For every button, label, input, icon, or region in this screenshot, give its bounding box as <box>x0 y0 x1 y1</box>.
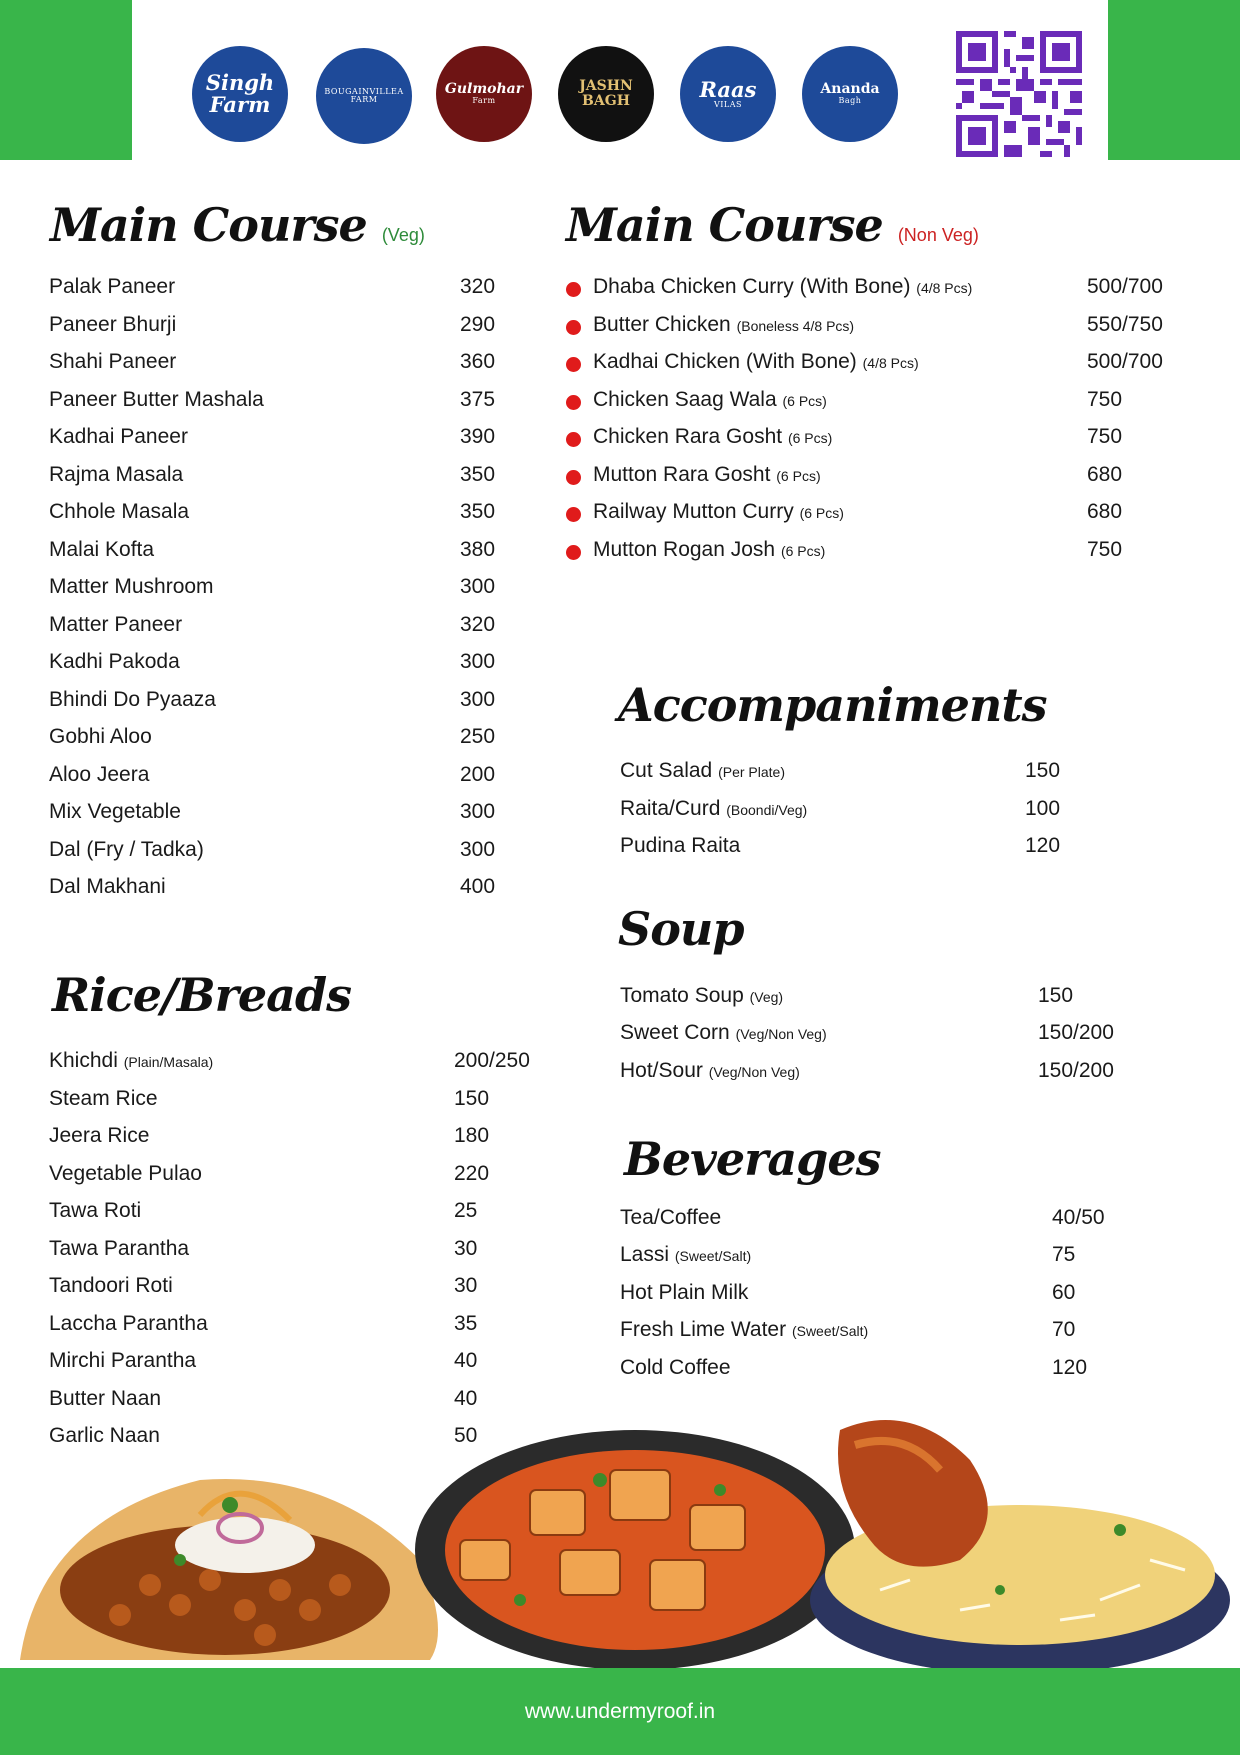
bougainvillea-farm-logo: BOUGAINVILLEA FARM <box>314 46 414 146</box>
nonveg-main-course-heading: Main Course (Non Veg) <box>566 198 979 252</box>
menu-item: Gobhi Aloo 250 <box>49 725 496 748</box>
nonveg-dot-icon <box>566 432 581 447</box>
menu-item: Vegetable Pulao 220 <box>49 1162 490 1185</box>
menu-item: Tomato Soup (Veg) 150 <box>620 984 1074 1007</box>
menu-item: Kadhai Paneer 390 <box>49 425 496 448</box>
menu-item: Pudina Raita 120 <box>620 834 1061 857</box>
menu-item: Aloo Jeera 200 <box>49 763 496 786</box>
menu-item: Kadhai Chicken (With Bone) (4/8 Pcs) 500/700 <box>566 350 1186 386</box>
menu-item: Hot Plain Milk 60 <box>620 1281 1076 1304</box>
menu-item: Chhole Masala 350 <box>49 500 496 523</box>
menu-item: Fresh Lime Water (Sweet/Salt) 70 <box>620 1318 1076 1341</box>
nonveg-dot-icon <box>566 357 581 372</box>
menu-item: Malai Kofta 380 <box>49 538 496 561</box>
menu-item: Shahi Paneer 360 <box>49 350 496 373</box>
menu-item: Garlic Naan 50 <box>49 1424 478 1447</box>
menu-item: Khichdi (Plain/Masala) 200/250 <box>49 1049 530 1072</box>
menu-item: Mix Vegetable 300 <box>49 800 496 823</box>
veg-label: (Veg) <box>381 225 425 245</box>
menu-item: Raita/Curd (Boondi/Veg) 100 <box>620 797 1061 820</box>
nonveg-dot-icon <box>566 395 581 410</box>
menu-item: Butter Chicken (Boneless 4/8 Pcs) 550/750 <box>566 313 1186 349</box>
menu-item: Chicken Rara Gosht (6 Pcs) 750 <box>566 425 1186 461</box>
menu-item: Palak Paneer 320 <box>49 275 496 298</box>
menu-item: Cut Salad (Per Plate) 150 <box>620 759 1061 782</box>
menu-item: Matter Paneer 320 <box>49 613 496 636</box>
jashn-bagh-logo: JASHN BAGH <box>558 46 654 142</box>
header-green-band-right <box>1108 0 1240 160</box>
website-link[interactable]: www.undermyroof.in <box>524 1699 716 1723</box>
gulmohar-farm-logo: Gulmohar Farm <box>436 46 532 142</box>
menu-item: Railway Mutton Curry (6 Pcs) 680 <box>566 500 1186 536</box>
chicken-biryani-image <box>810 1420 1230 1670</box>
chhole-bhature-image <box>20 1479 438 1660</box>
nonveg-dot-icon <box>566 545 581 560</box>
menu-item: Sweet Corn (Veg/Non Veg) 150/200 <box>620 1021 1114 1044</box>
menu-item: Cold Coffee 120 <box>620 1356 1088 1379</box>
menu-item: Matter Mushroom 300 <box>49 575 496 598</box>
menu-item: Kadhi Pakoda 300 <box>49 650 496 673</box>
menu-item: Dal (Fry / Tadka) 300 <box>49 838 496 861</box>
nonveg-label: (Non Veg) <box>897 225 979 245</box>
ananda-bagh-logo: Ananda Bagh <box>802 46 898 142</box>
soup-heading: Soup <box>618 902 744 956</box>
menu-item: Tandoori Roti 30 <box>49 1274 478 1297</box>
footer-bar <box>0 1668 1240 1755</box>
beverages-heading: Beverages <box>624 1132 881 1186</box>
accompaniments-heading: Accompaniments <box>618 678 1047 732</box>
food-photos <box>0 1410 1240 1670</box>
paneer-curry-image <box>415 1430 855 1670</box>
menu-item: Bhindi Do Pyaaza 300 <box>49 688 496 711</box>
nonveg-dot-icon <box>566 320 581 335</box>
menu-item: Butter Naan 40 <box>49 1387 478 1410</box>
menu-item: Laccha Parantha 35 <box>49 1312 478 1335</box>
menu-item: Tawa Roti 25 <box>49 1199 478 1222</box>
menu-item: Hot/Sour (Veg/Non Veg) 150/200 <box>620 1059 1114 1082</box>
menu-item: Tawa Parantha 30 <box>49 1237 478 1260</box>
menu-item: Mirchi Parantha 40 <box>49 1349 478 1372</box>
header-green-band-left <box>0 0 132 160</box>
menu-item: Paneer Butter Mashala 375 <box>49 388 496 411</box>
menu-item: Dal Makhani 400 <box>49 875 496 898</box>
menu-item: Tea/Coffee 40/50 <box>620 1206 1105 1229</box>
menu-item: Mutton Rara Gosht (6 Pcs) 680 <box>566 463 1186 499</box>
nonveg-dot-icon <box>566 507 581 522</box>
nonveg-dot-icon <box>566 470 581 485</box>
menu-item: Paneer Bhurji 290 <box>49 313 496 336</box>
singh-farm-logo: Singh Farm <box>192 46 288 142</box>
rice-breads-heading: Rice/Breads <box>52 968 352 1022</box>
qr-code-icon <box>956 30 1082 158</box>
veg-main-course-heading: Main Course (Veg) <box>50 198 425 252</box>
menu-item: Lassi (Sweet/Salt) 75 <box>620 1243 1076 1266</box>
menu-item: Steam Rice 150 <box>49 1087 490 1110</box>
nonveg-dot-icon <box>566 282 581 297</box>
menu-item: Dhaba Chicken Curry (With Bone) (4/8 Pcs) 500/700 <box>566 275 1186 311</box>
menu-item: Chicken Saag Wala (6 Pcs) 750 <box>566 388 1186 424</box>
menu-item: Jeera Rice 180 <box>49 1124 490 1147</box>
menu-item: Rajma Masala 350 <box>49 463 496 486</box>
menu-item: Mutton Rogan Josh (6 Pcs) 750 <box>566 538 1186 574</box>
raas-vilas-logo: Raas VILAS <box>680 46 776 142</box>
